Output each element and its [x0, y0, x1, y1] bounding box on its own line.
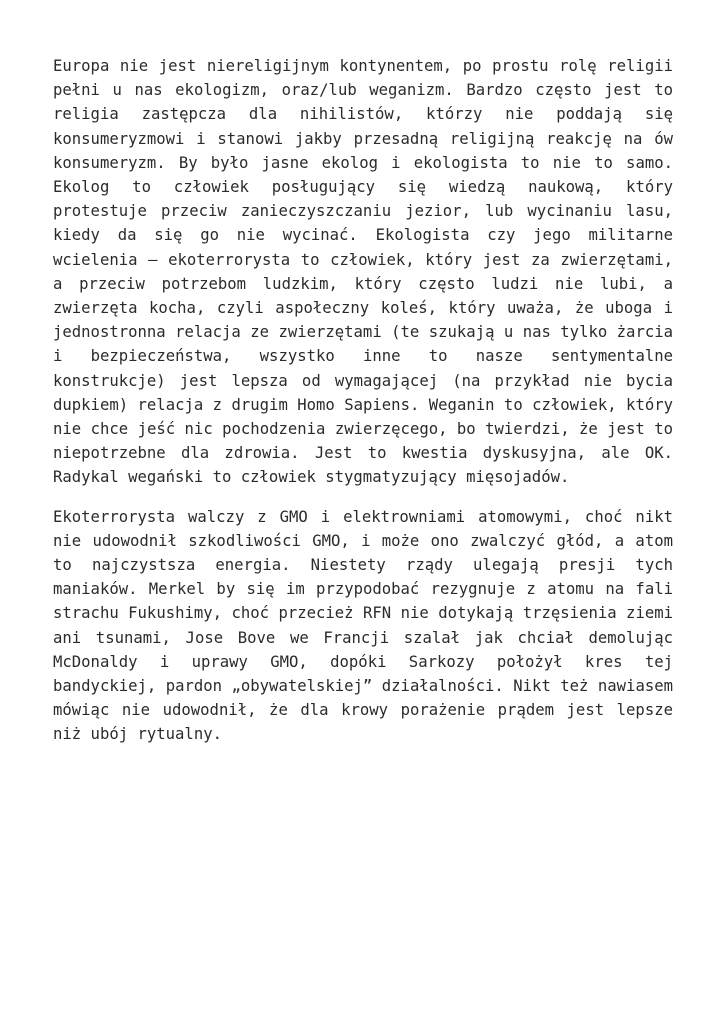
paragraph-ecoterrorism: Ekoterrorysta walczy z GMO i elektrowniami atomowymi, choć nikt nie udowodnił szkodliwości GMO, i może ono zwalczyć głód, a atom to najczystsza energia. Niestety rządy ulegają presji tych maniaków. Merkel by się im przypodobać rezygnuje z atomu na fali strachu Fukushimy, choć przecież RFN nie dotykają trzęsienia ziemi ani tsunami, Jose Bove we Francji szalał jak chciał demolując McDonaldy i uprawy GMO, dopóki Sarkozy położył kres tej bandyckiej, pardon „obywatelskiej” działalności. Nikt też nawiasem mówiąc nie udowodnił, że dla krowy porażenie prądem jest lepsze niż ubój rytualny. — [53, 507, 673, 744]
article-body — [53, 54, 673, 747]
paragraph-ecologism: Europa nie jest niereligijnym kontynentem, po prostu rolę religii pełni u nas ekologizm, oraz/lub weganizm. Bardzo często jest to religia zastępcza dla nihilistów, którzy nie poddają się konsumeryzmowi i stanowi jakby przesadną religijną reakcję na ów konsumeryzm. By było jasne ekolog i ekologista to nie to samo. Ekolog to człowiek posługujący się wiedzą naukową, który protestuje przeciw zanieczyszczaniu jezior, lub wycinaniu lasu, kiedy da się go nie wycinać. Ekologista czy jego militarne wcielenia – ekoterrorysta to człowiek, który jest za zwierzętami, a przeciw potrzebom ludzkim, który często ludzi nie lubi, a zwierzęta kocha, czyli aspołeczny koleś, który uważa, że uboga i jednostronna relacja ze zwierzętami (te szukają u nas tylko żarcia i bezpieczeństwa, wszystko inne to nasze sentymentalne konstrukcje) jest lepsza od wymagającej (na przykład nie bycia dupkiem) relacja z drugim Homo Sapiens. Weganin to człowiek, który nie chce jeść nic pochodzenia zwierzęcego, bo twierdzi, że jest to niepotrzebne dla zdrowia. Jest to kwestia dyskusyjna, ale OK. Radykal wegański to człowiek stygmatyzujący mięsojadów. — [53, 57, 673, 487]
